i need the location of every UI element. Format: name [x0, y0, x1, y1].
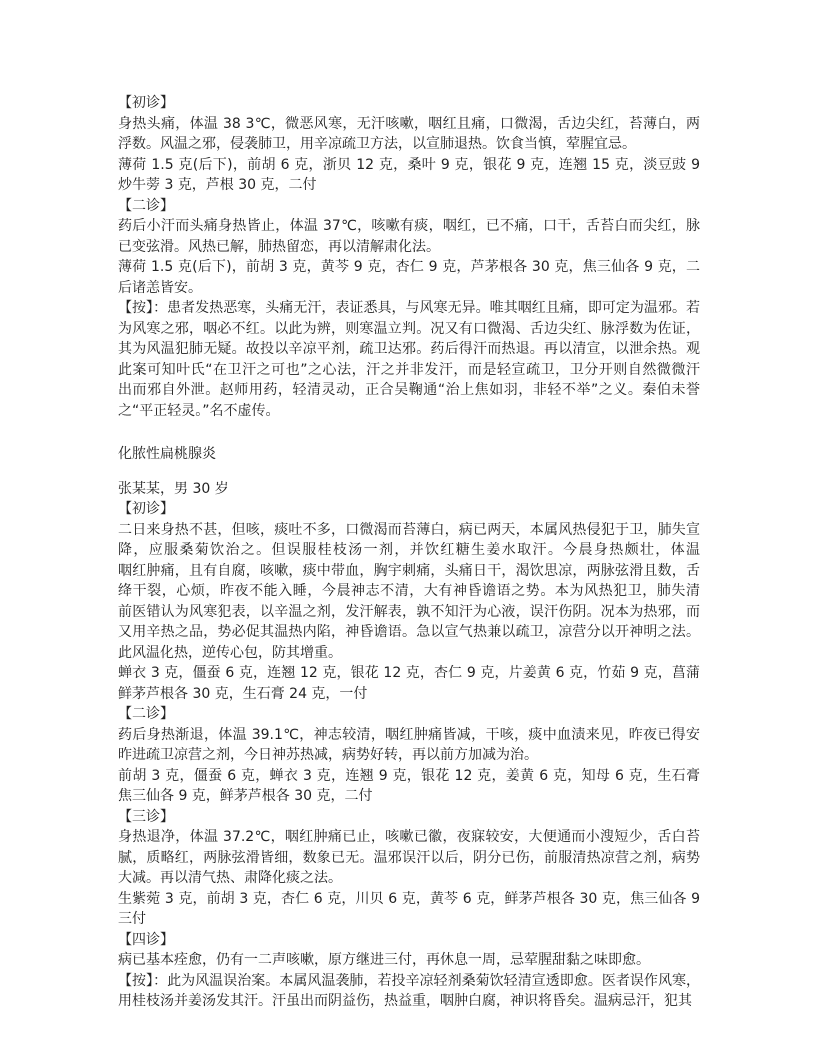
text-line: 浮数。风温之邪，侵袭肺卫，用辛凉疏卫方法，以宣肺退热。饮食当慎，荤腥宜忌。	[118, 136, 636, 152]
paragraph	[118, 257, 700, 298]
text-line: 病已基本痊愈，仍有一二声咳嗽，原方继进三付，再休息一周，忌荤腥甜黏之味即愈。	[118, 952, 650, 968]
visit-heading	[118, 807, 700, 828]
text-line: 蝉衣 3 克，僵蚕 6 克，连翘 12 克，银花 12 克，杏仁 9 克，片姜黄 6 克，竹茹 9 克，菖蒲	[118, 665, 700, 681]
visit-heading	[118, 499, 700, 520]
text-line: 其为风温犯肺无疑。故投以辛凉平剂，疏卫达邪。药后得汗而热退。再以清宣，以泄余热。观	[118, 341, 700, 357]
text-line: 用桂枝汤并姜汤发其汗。汗虽出而阴益伤，热益重，咽肿白腐，神识将昏矣。温病忌汗，犯其	[118, 993, 692, 1009]
text-line: 【二诊】	[118, 197, 174, 214]
text-line: 为风寒之邪，咽必不红。以此为辨，则寒温立判。况又有口微渴、舌边尖红、脉浮数为佐证，	[118, 320, 700, 337]
paragraph	[118, 298, 700, 421]
paragraph	[118, 766, 700, 807]
case-record-1	[118, 93, 700, 421]
text-line: 大减。再以清气热、肃降化痰之法。	[118, 870, 342, 886]
paragraph	[118, 971, 700, 1012]
visit-heading	[118, 196, 700, 217]
text-line: 之“平正轻灵。”名不虚传。	[118, 402, 280, 419]
paragraph	[118, 889, 700, 930]
visit-heading	[118, 704, 700, 725]
paragraph	[118, 725, 700, 766]
paragraph	[118, 114, 700, 155]
text-line: 出而邪自外泄。赵师用药，轻清灵动，正合吴鞠通“治上焦如羽，非轻不举”之义。秦伯未誉	[118, 382, 700, 398]
text-line: 三付	[118, 911, 146, 927]
visit-heading	[118, 930, 700, 951]
text-line: 薄荷 1.5 克(后下)，前胡 3 克，黄芩 9 克，杏仁 9 克，芦茅根各 30 克，焦三仙各 9 克，二	[118, 259, 700, 275]
text-line: 【初诊】	[118, 501, 174, 517]
paragraph	[118, 827, 700, 889]
section-title: 化脓性扁桃腺炎	[118, 445, 216, 462]
text-line: 焦三仙各 9 克，鲜茅芦根各 30 克，二付	[118, 788, 373, 804]
document-page	[118, 93, 700, 1012]
text-line: 降，应服桑菊饮治之。但误服桂枝汤一剂，并饮红糖生姜水取汗。今晨身热颇壮，体温	[118, 542, 700, 558]
text-line: 昨进疏卫凉营之剂，今日神苏热减，病势好转，再以前方加减为治。	[118, 747, 538, 763]
text-line: 生紫菀 3 克，前胡 3 克，杏仁 6 克，川贝 6 克，黄芩 6 克，鲜茅芦根各 30 克，焦三仙各 9	[118, 890, 700, 907]
text-line: 腻，质略红，两脉弦滑皆细，数象已无。温邪误汗以后，阴分已伤，前服清热凉营之剂，病势	[118, 849, 700, 866]
text-line: 身热退净，体温 37.2℃，咽红肿痛已止，咳嗽已徽，夜寐较安，大便通而小溲短少，舌白苔	[118, 829, 700, 845]
text-line: 咽红肿痛，且有自腐，咳嗽，痰中带血，胸宇刺痛，头痛日干，渴饮思凉，两脉弦滑且数，舌	[118, 562, 700, 579]
text-line: 【初诊】	[118, 95, 174, 111]
text-line: 又用辛热之品，势必促其温热内陷，神昏谵语。急以宣气热兼以疏卫，凉营分以开神明之法。	[118, 624, 700, 640]
text-line: 【四诊】	[118, 931, 174, 948]
text-line: 此风温化热，逆传心包，防其增重。	[118, 644, 342, 661]
text-line: 药后身热渐退，体温 39.1℃，神志较清，咽红肿痛皆减，干咳，痰中血渍来见，昨夜已得安	[118, 726, 700, 743]
paragraph	[118, 520, 700, 664]
paragraph	[118, 216, 700, 257]
text-line: 药后小汗而头痛身热皆止，体温 37℃，咳嗽有痰，咽红，已不痛，口干，舌苔白而尖红，脉	[118, 218, 700, 234]
paragraph	[118, 950, 700, 971]
paragraph	[118, 663, 700, 704]
text-line: 已变弦滑。风热已解，肺热留恋，再以清解肃化法。	[118, 238, 440, 255]
text-line: 前医错认为风寒犯表，以辛温之剂，发汗解表，孰不知汗为心液，误汗伤阴。况本为热邪，而	[118, 603, 700, 620]
text-line: 此案可知叶氏“在卫汗之可也”之心法，汗之并非发汗，而是轻宣疏卫，卫分开则自然微微汗	[118, 361, 700, 378]
case-record-2	[118, 479, 700, 1012]
text-line: 【按】：此为风温误治案。本属风温袭肺，若投辛凉轻剂桑菊饮轻清宣透即愈。医者误作风寒，	[118, 972, 700, 989]
text-line: 后诸恙皆安。	[118, 279, 202, 296]
text-line: 鲜茅芦根各 30 克，生石膏 24 克，一付	[118, 685, 368, 702]
visit-heading	[118, 93, 700, 114]
text-line: 绛干裂，心烦，昨夜不能入睡，今晨神志不清，大有神昏谵语之势。本为风热犯卫，肺失清	[118, 583, 700, 599]
text-line: 【三诊】	[118, 808, 174, 825]
text-line: 薄荷 1.5 克(后下)，前胡 6 克，浙贝 12 克，桑叶 9 克，银花 9 克，连翘 15 克，淡豆豉 9	[118, 156, 700, 173]
text-line: 张某某，男 30 岁	[118, 480, 229, 497]
paragraph	[118, 155, 700, 196]
text-line: 身热头痛，体温 38 3℃，微恶风寒，无汗咳嗽，咽红且痛，口微渴，舌边尖红，苔薄白，两	[118, 115, 700, 132]
text-line: 二日来身热不甚，但咳，痰吐不多，口微渴而苔薄白，病已两天，本属风热侵犯于卫，肺失宣	[118, 521, 700, 538]
text-line: 【二诊】	[118, 706, 174, 722]
text-line: 【按】：患者发热恶寒，头痛无汗，表证悉具，与风寒无异。唯其咽红且痛，即可定为温邪。若	[118, 300, 700, 316]
text-line: 前胡 3 克，僵蚕 6 克，蝉衣 3 克，连翘 9 克，银花 12 克，姜黄 6 克，知母 6 克，生石膏	[118, 767, 700, 784]
paragraph	[118, 479, 700, 500]
text-line: 炒牛蒡 3 克，芦根 30 克，二付	[118, 177, 317, 193]
